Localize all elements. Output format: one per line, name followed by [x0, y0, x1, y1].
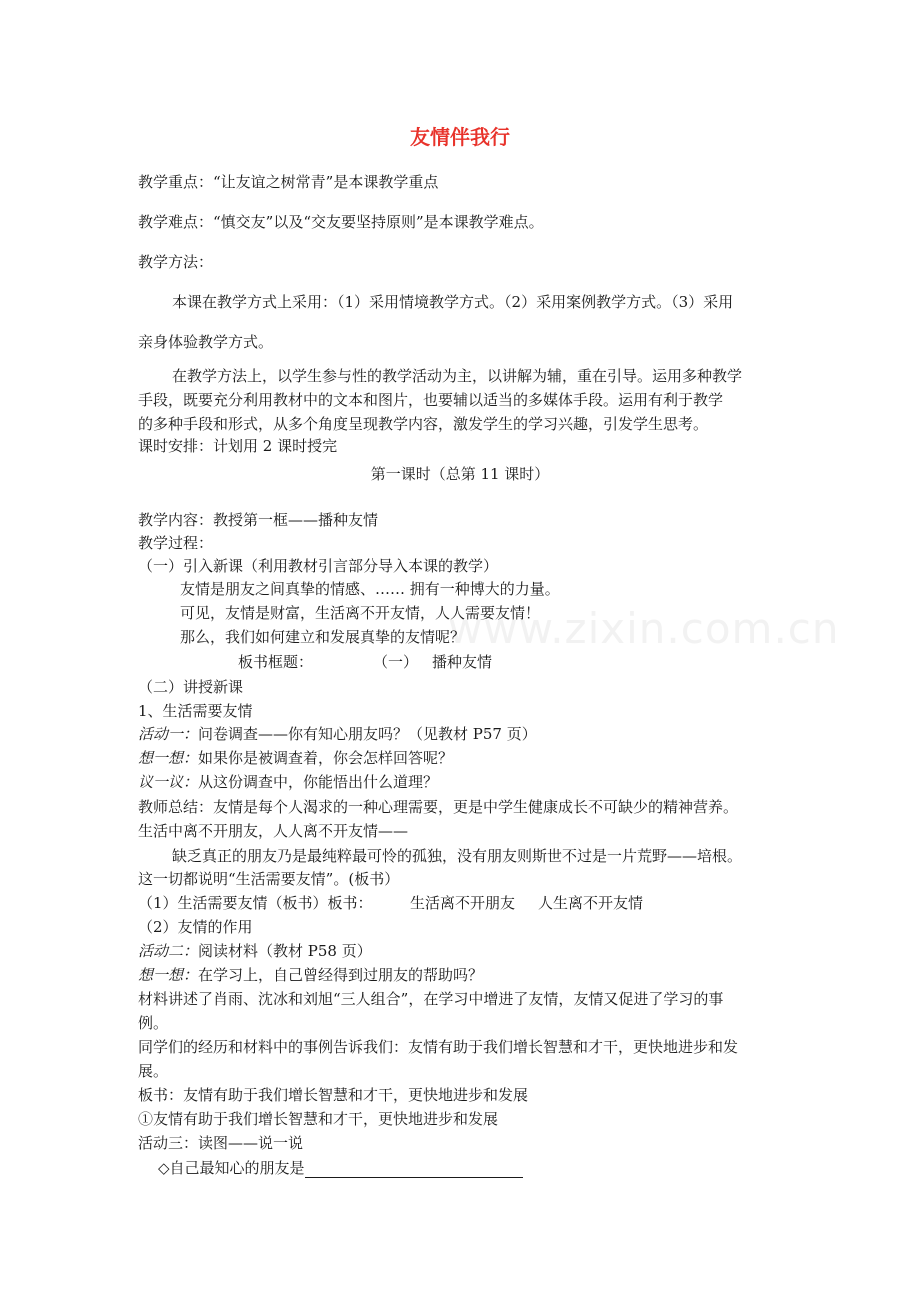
fill-in-prompt: [158, 1158, 523, 1178]
fill-in-prompt-text: ◇自己最知心的朋友是: [158, 1159, 305, 1177]
section-new-lesson-heading: （二）讲授新课: [138, 678, 244, 696]
activity-3: 活动三：读图——说一说: [138, 1134, 304, 1152]
experience-summary: 同学们的经历和材料中的事例告诉我们：友情有助于我们增长智慧和才干，更快地进步和发: [138, 1038, 739, 1056]
think-1-label: 想一想：: [138, 749, 199, 767]
lesson-heading: 第一课时（总第 11 课时）: [370, 465, 550, 483]
think-2-label: 想一想：: [138, 966, 199, 984]
fill-in-blank[interactable]: [305, 1161, 523, 1178]
activity-2-text: 阅读材料（教材 P58 页）: [198, 942, 372, 960]
summary-conclusion: 这一切都说明“生活需要友情”。(板书）: [138, 870, 400, 888]
intro-line-3: 那么，我们如何建立和发展真挚的友情呢？: [180, 628, 466, 646]
method-paragraph-2-line2: 手段，既要充分利用教材中的文本和图片，也要辅以适当的多媒体手段。运用有利于教学: [138, 391, 724, 409]
think-2: [138, 965, 483, 985]
teacher-summary: 教师总结：友情是每个人渴求的一种心理需要，更是中学生健康成长不可缺少的精神营养。: [138, 798, 739, 816]
teacher-summary-cont: 生活中离不开朋友，人人离不开友情——: [138, 822, 409, 840]
method-paragraph-1: 本课在教学方式上采用：（1）采用情境教学方式。（2）采用案例教学方式。（3）采用: [172, 293, 734, 311]
section-intro-heading: （一）引入新课（利用教材引言部分导入本课的教学）: [138, 557, 499, 575]
board-point-1: ①友情有助于我们增长智慧和才干，更快地进步和发展: [138, 1110, 499, 1128]
activity-1: [138, 724, 537, 744]
schedule: 课时安排：计划用 2 课时授完: [138, 437, 338, 455]
discuss-1-text: 从这份调查中，你能悟出什么道理？: [198, 773, 439, 791]
discuss-1: [138, 772, 438, 792]
teaching-method-heading: 教学方法：: [138, 253, 214, 271]
think-2-text: 在学习上，自己曾经得到过朋友的帮助吗？: [198, 966, 484, 984]
think-1-text: 如果你是被调查着，你会怎样回答呢？: [198, 749, 454, 767]
board-note: 板书：友情有助于我们增长智慧和才干，更快地进步和发展: [138, 1086, 529, 1104]
board-item-1b: 人生离不开友情: [538, 894, 644, 912]
teaching-difficulty: 教学难点：“慎交友”以及“交友要坚持原则”是本课教学难点。: [138, 213, 544, 231]
page-title: 友情伴我行: [410, 125, 510, 149]
think-1: [138, 748, 453, 768]
intro-line-1: 友情是朋友之间真挚的情感、…… 拥有一种博大的力量。: [180, 580, 560, 598]
activity-1-label: 活动一：: [138, 725, 199, 743]
method-paragraph-2: 在教学方法上，以学生参与性的教学活动为主，以讲解为辅，重在引导。运用多种教学: [172, 367, 743, 385]
activity-2-label: 活动二：: [138, 942, 199, 960]
method-paragraph-2-line3: 的多种手段和形式，从多个角度呈现教学内容，激发学生的学习兴趣，引发学生思考。: [138, 415, 709, 433]
activity-1-text: 问卷调查——你有知心朋友吗？（见教材 P57 页）: [198, 725, 537, 743]
teaching-process: 教学过程：: [138, 534, 214, 552]
subsection-2-heading: （2）友情的作用: [138, 918, 253, 936]
teaching-focus: 教学重点：“让友谊之树常青”是本课教学重点: [138, 173, 439, 191]
material-summary: 材料讲述了肖雨、沈冰和刘旭“三人组合”，在学习中增进了友情，友情又促进了学习的事: [138, 990, 724, 1008]
discuss-1-label: 议一议：: [138, 773, 199, 791]
intro-line-2: 可见，友情是财富，生活离不开友情，人人需要友情！: [180, 604, 541, 622]
experience-summary-cont: 展。: [138, 1062, 169, 1080]
board-title-text: 播种友情: [432, 653, 493, 671]
board-title-number: （一）: [373, 653, 419, 671]
activity-2: [138, 941, 372, 961]
subsection-1-heading: 1、生活需要友情: [138, 702, 253, 720]
quote-bacon: 缺乏真正的朋友乃是最纯粹最可怜的孤独，没有朋友则斯世不过是一片荒野——培根。: [172, 847, 743, 865]
board-item-1-label: （1）生活需要友情（板书）板书：: [138, 894, 373, 912]
board-item-1a: 生活离不开朋友: [410, 894, 516, 912]
method-paragraph-1-cont: 亲身体验教学方式。: [138, 333, 274, 351]
watermark: www.zixin.com.cn: [448, 604, 840, 653]
teaching-content: 教学内容：教授第一框——播种友情: [138, 511, 379, 529]
material-summary-cont: 例。: [138, 1014, 169, 1032]
board-title-label: 板书框题：: [238, 653, 314, 671]
